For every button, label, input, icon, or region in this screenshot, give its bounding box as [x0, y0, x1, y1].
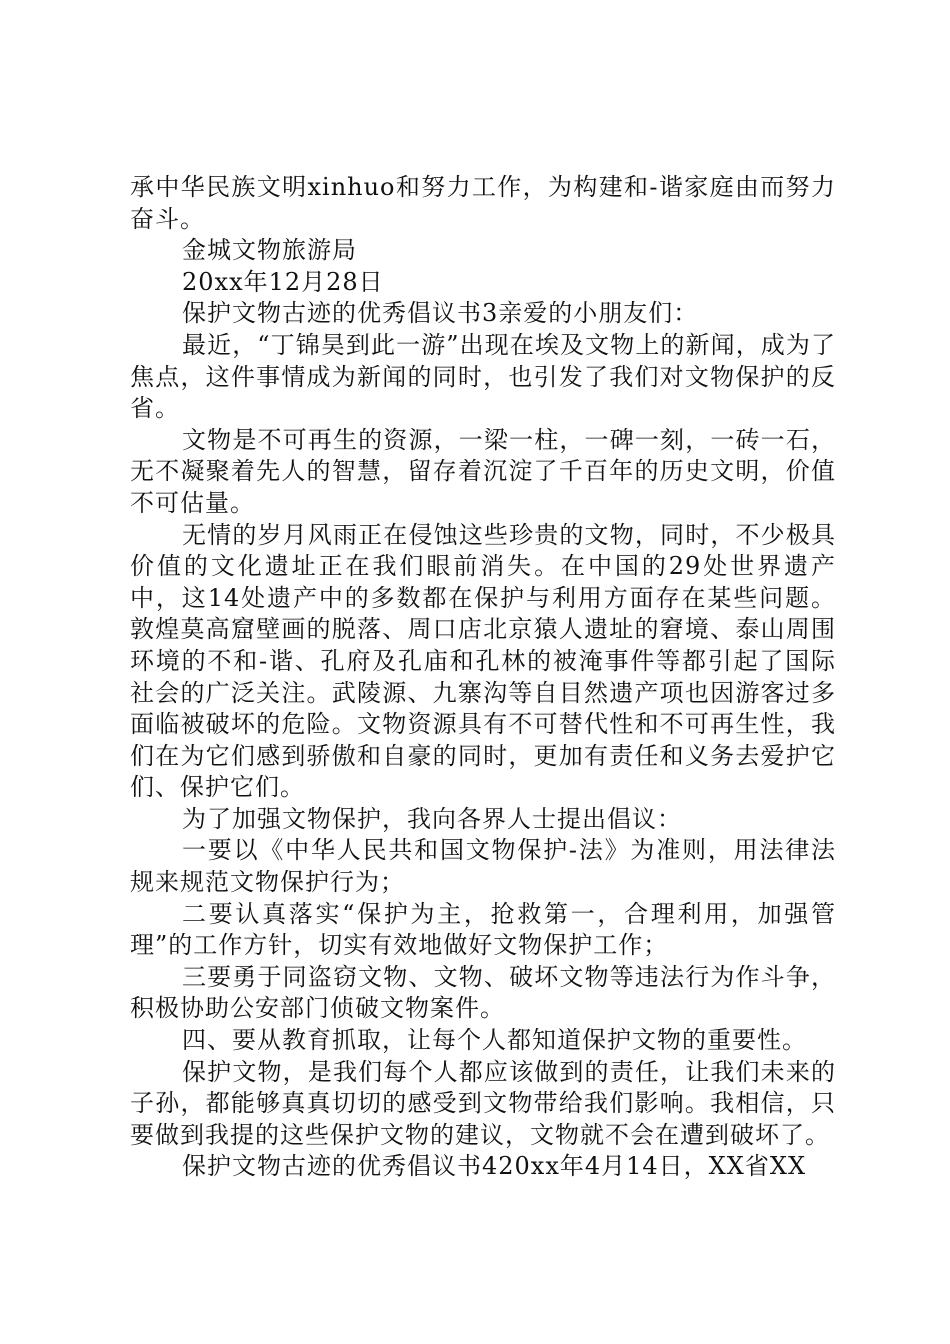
proposal-item-2: 二要认真落实“保护为主，抢救第一，合理利用，加强管理”的工作方针，切实有效地做好文物保护工作；: [130, 899, 836, 960]
document-body: [130, 172, 836, 1183]
proposal-item-4: 四、要从教育抓取，让每个人都知道保护文物的重要性。: [182, 1026, 807, 1055]
paragraph-heritage: 无情的岁月风雨正在侵蚀这些珍贵的文物，同时，不少极具价值的文化遗址正在我们眼前消失。在中国的29处世界遗产中，这14处遗产中的多数都在保护与利用方面存在某些问题。敦煌莫高窟壁画的脱落、周口店北京猿人遗址的窘境、泰山周围环境的不和-谐、孔府及孔庙和孔林的被淹事件等都引起了国际社会的广泛关注。武陵源、九寨沟等自目然遗产项也因游客过多面临被破坏的危险。文物资源具有不可替代性和不可再生性，我们在为它们感到骄傲和自豪的同时，更加有责任和义务去爱护它们、保护它们。: [130, 520, 836, 802]
signature-date: 20xx年12月28日: [182, 267, 384, 296]
proposal-item-1: 一要以《中华人民共和国文物保护-法》为准则，用法律法规来规范文物保护行为；: [130, 836, 836, 897]
proposal-item-3: 三要勇于同盗窃文物、文物、破坏文物等违法行为作斗争，积极协助公安部门侦破文物案件。: [130, 962, 836, 1023]
paragraph-1: 承中华民族文明xinhuo和努力工作，为构建和-谐家庭由而努力奋斗。: [130, 173, 836, 233]
section-heading-4: 保护文物古迹的优秀倡议书420xx年4月14日，XX省XX: [182, 1152, 807, 1181]
signature-organization: 金城文物旅游局: [182, 236, 357, 265]
paragraph-news: 最近，“丁锦昊到此一游”出现在埃及文物上的新闻，成为了焦点，这件事情成为新闻的同时，也引发了我们对文物保护的反省。: [130, 330, 836, 423]
paragraph-proposal-intro: 为了加强文物保护，我向各界人士提出倡议：: [182, 804, 682, 833]
paragraph-conclusion: 保护文物，是我们每个人都应该做到的责任，让我们未来的子孙，都能够真真切切的感受到文物带给我们影响。我相信，只要做到我提的这些保护文物的建议，文物就不会在遭到破坏了。: [130, 1057, 836, 1149]
section-heading-3: 保护文物古迹的优秀倡议书3亲爱的小朋友们：: [182, 299, 699, 328]
paragraph-resources: 文物是不可再生的资源，一梁一柱，一碑一刻，一砖一石，无不凝聚着先人的智慧，留存着沉淀了千百年的历史文明，价值不可估量。: [130, 425, 836, 517]
